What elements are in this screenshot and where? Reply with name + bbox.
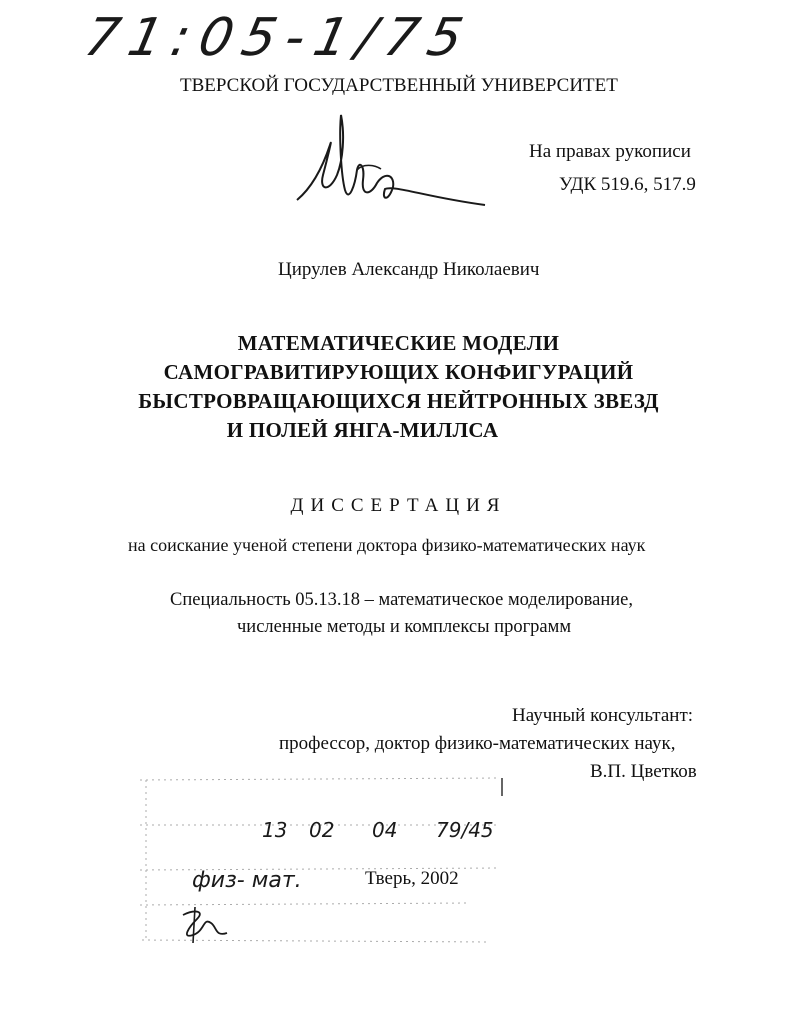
consultant-label: Научный консультант: bbox=[512, 705, 694, 726]
author-name: Цирулев Александр Николаевич bbox=[278, 259, 540, 280]
archive-number: 71:05-1/75 bbox=[79, 8, 478, 68]
consultant-name: В.П. Цветков bbox=[590, 761, 697, 782]
udk-code: УДК 519.6, 517.9 bbox=[559, 174, 696, 195]
city-year: Тверь, 2002 bbox=[365, 868, 459, 889]
stamp-initials bbox=[175, 905, 235, 945]
stamp-department: физ- мат. bbox=[192, 868, 302, 893]
stamp-year: 04 bbox=[372, 818, 398, 842]
document-type: ДИССЕРТАЦИЯ bbox=[290, 495, 507, 516]
university-name: ТВЕРСКОЙ ГОСУДАРСТВЕННЫЙ УНИВЕРСИТЕТ bbox=[180, 75, 618, 96]
stamp-day: 13 bbox=[262, 818, 288, 842]
title-line-4: И ПОЛЕЙ ЯНГА-МИЛЛСА bbox=[226, 417, 499, 442]
consultant-title: профессор, доктор физико-математических наук, bbox=[279, 733, 676, 754]
signature bbox=[285, 105, 485, 215]
specialty-line-1: Специальность 05.13.18 – математическое моделирование, bbox=[170, 590, 633, 610]
specialty-line-2: численные методы и комплексы программ bbox=[237, 617, 572, 637]
title-line-3: БЫСТРОВРАЩАЮЩИХСЯ НЕЙТРОННЫХ ЗВЕЗД bbox=[138, 388, 659, 413]
title-line-2: САМОГРАВИТИРУЮЩИХ КОНФИГУРАЦИЙ bbox=[163, 359, 634, 384]
title-line-1: МАТЕМАТИЧЕСКИЕ МОДЕЛИ bbox=[237, 331, 560, 355]
stamp-code: 79/45 bbox=[436, 818, 494, 842]
rights-note: На правах рукописи bbox=[529, 141, 691, 162]
stamp-month: 02 bbox=[309, 818, 335, 842]
degree-line: на соискание ученой степени доктора физико-математических наук bbox=[128, 535, 646, 555]
dissertation-title bbox=[0, 329, 797, 445]
